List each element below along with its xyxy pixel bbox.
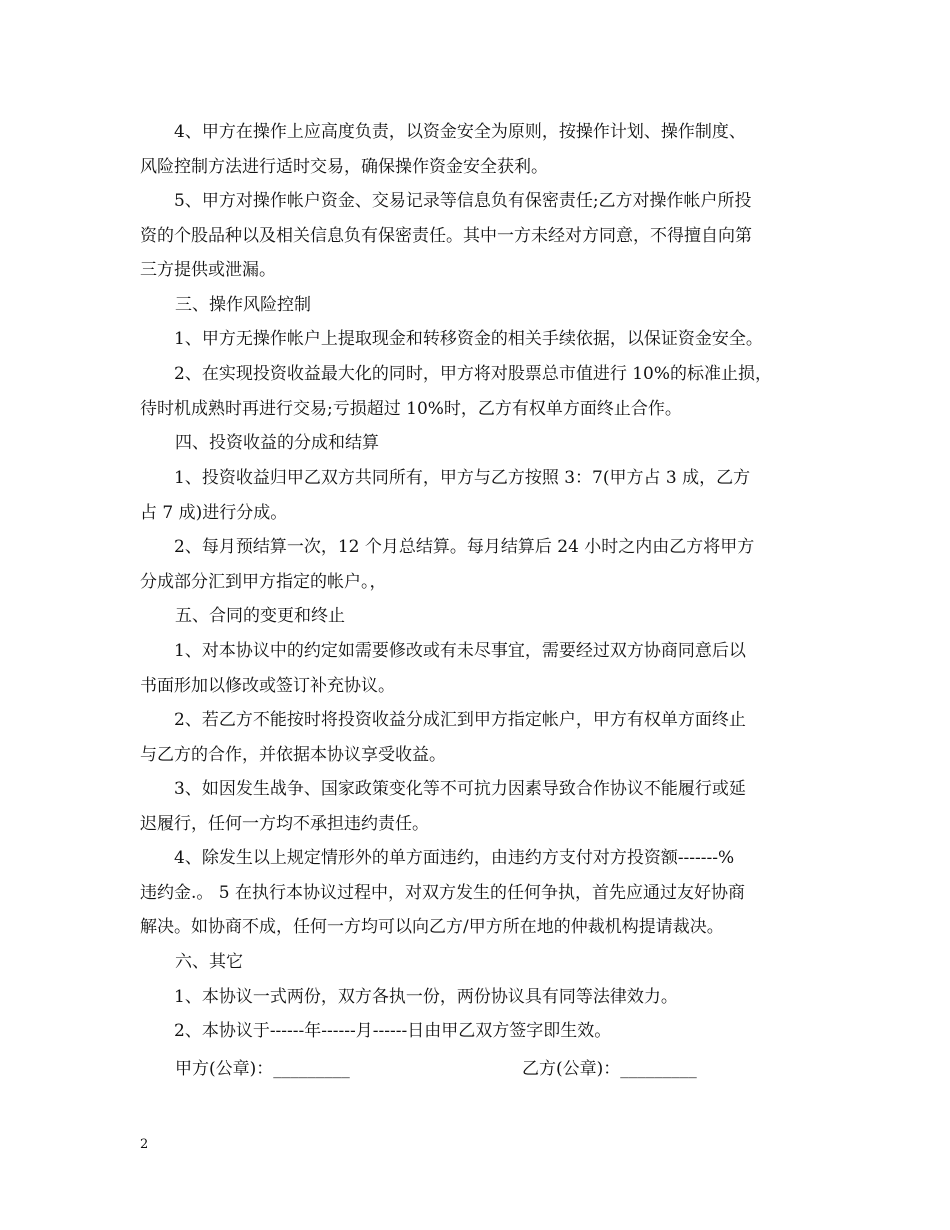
section-heading: 五、合同的变更和终止 (175, 606, 345, 626)
section-heading: 三、操作风险控制 (175, 295, 311, 315)
text-line: 书面形加以修改或签订补充协议。 (140, 675, 395, 696)
paragraph (140, 634, 820, 703)
text-line: 资的个股品种以及相关信息负有保密责任。其中一方未经对方同意，不得擅自向第 (140, 225, 752, 246)
text-line: 3、如因发生战争、国家政策变化等不可抗力因素导致合作协议不能履行或延 (174, 779, 746, 799)
page-number: 2 (140, 1137, 149, 1152)
text-line: 解决。如协商不成，任何一方均可以向乙方/甲方所在地的仲裁机构提请裁决。 (140, 917, 724, 938)
party-a-signature: 甲方(公章)：_________ (175, 1059, 350, 1079)
paragraph (140, 703, 820, 772)
section-heading: 四、投资收益的分成和结算 (175, 433, 379, 453)
party-b-signature: 乙方(公章)：_________ (522, 1059, 697, 1079)
text-line: 1、甲方无操作帐户上提取现金和转移资金的相关手续依据，以保证资金安全。 (174, 329, 763, 349)
text-line: 待时机成熟时再进行交易;亏损超过 10%时，乙方有权单方面终止合作。 (140, 398, 682, 419)
text-line: 2、每月预结算一次，12 个月总结算。每月结算后 24 小时之内由乙方将甲方 (174, 537, 755, 557)
text-line: 三方提供或泄漏。 (140, 260, 276, 281)
text-line: 2、在实现投资收益最大化的同时，甲方将对股票总市值进行 10%的标准止损， (174, 364, 773, 384)
paragraph (140, 184, 820, 288)
text-line: 风险控制方法进行适时交易，确保操作资金安全获利。 (140, 156, 548, 177)
text-line: 违约金.。 5 在执行本协议过程中，对双方发生的任何争执，首先应通过友好协商 (140, 882, 746, 903)
paragraph (140, 772, 820, 841)
paragraph (140, 530, 820, 599)
paragraph (140, 841, 820, 945)
paragraph (140, 115, 820, 184)
text-line: 1、对本协议中的约定如需要修改或有未尽事宜，需要经过双方协商同意后以 (174, 641, 746, 661)
text-line: 4、除发生以上规定情形外的单方面违约，由违约方支付对方投资额-------% (174, 848, 735, 868)
text-line: 1、投资收益归甲乙双方共同所有，甲方与乙方按照 3：7(甲方占 3 成，乙方 (174, 468, 751, 488)
text-line: 1、本协议一式两份，双方各执一份，两份协议具有同等法律效力。 (174, 987, 678, 1007)
text-line: 4、甲方在操作上应高度负责，以资金安全为原则，按操作计划、操作制度、 (174, 122, 746, 142)
text-line: 迟履行，任何一方均不承担违约责任。 (140, 813, 429, 834)
text-line: 5、甲方对操作帐户资金、交易记录等信息负有保密责任;乙方对操作帐户所投 (174, 191, 752, 211)
text-line: 占 7 成)进行分成。 (140, 502, 288, 523)
paragraph (140, 357, 820, 426)
text-line: 2、本协议于------年------月------日由甲乙双方签字即生效。 (174, 1021, 612, 1041)
text-line: 2、若乙方不能按时将投资收益分成汇到甲方指定帐户，甲方有权单方面终止 (174, 710, 746, 730)
text-line: 分成部分汇到甲方指定的帐户。， (140, 571, 387, 592)
paragraph (140, 980, 820, 1015)
paragraph (140, 1014, 820, 1049)
section-heading: 六、其它 (175, 952, 243, 972)
text-line: 与乙方的合作，并依据本协议享受收益。 (140, 744, 446, 765)
paragraph (140, 322, 820, 357)
paragraph (140, 461, 820, 530)
